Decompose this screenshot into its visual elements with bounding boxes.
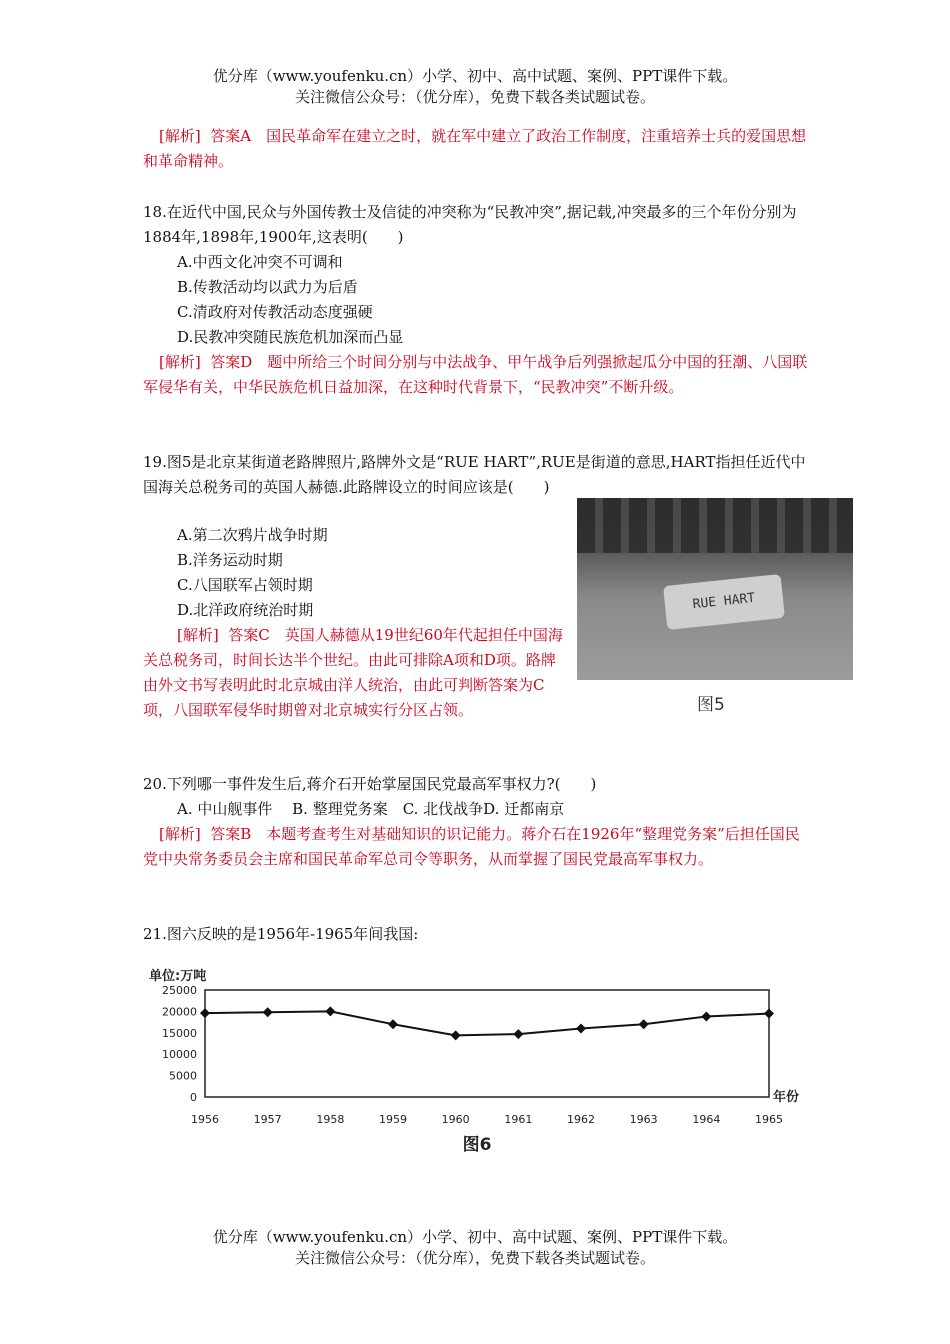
analysis-tag: [解析] bbox=[159, 353, 201, 371]
y-tick-label: 15000 bbox=[162, 1026, 197, 1040]
data-point bbox=[263, 1007, 273, 1017]
data-point bbox=[513, 1029, 523, 1039]
analysis-text: 答案C 英国人赫德从19世纪60年代起担任中国海关总税务司，时间长达半个世纪。由此可排除A项和D项。路牌由外文书写表明此时北京城由洋人统治，由此可判断答案为C项，八国联军侵华时期曾对北京城实行分区占领。 bbox=[143, 626, 563, 719]
option-d: D.民教冲突随民族危机加深而凸显 bbox=[177, 328, 404, 346]
analysis-tag: [解析] bbox=[177, 626, 219, 644]
y-tick-label: 0 bbox=[190, 1091, 197, 1104]
data-point bbox=[388, 1019, 398, 1029]
q17-analysis bbox=[143, 124, 808, 174]
option-a: A.第二次鸦片战争时期 bbox=[177, 526, 328, 544]
x-tick-label: 1964 bbox=[692, 1113, 721, 1126]
page-footer bbox=[0, 1227, 950, 1269]
question-18 bbox=[143, 200, 808, 400]
footer-line-1: 优分库（www.youfenku.cn）小学、初中、高中试题、案例、PPT课件下载。 bbox=[212, 1228, 738, 1246]
data-point bbox=[325, 1006, 335, 1016]
q19-analysis bbox=[143, 623, 563, 723]
y-tick-label: 10000 bbox=[162, 1048, 197, 1062]
option-b: B.传教活动均以武力为后盾 bbox=[177, 278, 358, 296]
data-point bbox=[200, 1008, 210, 1018]
options-line: A. 中山舰事件 B. 整理党务案 C. 北伐战争D. 迁都南京 bbox=[177, 800, 565, 818]
analysis-tag: [解析] bbox=[159, 825, 201, 843]
x-tick-label: 1958 bbox=[316, 1113, 345, 1126]
roof-tiles bbox=[577, 498, 853, 553]
data-point bbox=[701, 1012, 711, 1022]
data-point bbox=[639, 1019, 649, 1029]
x-tick-label: 1957 bbox=[253, 1113, 282, 1126]
figure-5-caption: 图5 bbox=[697, 695, 725, 715]
street-sign-photo bbox=[577, 498, 853, 680]
x-axis-label: 年份 bbox=[773, 1090, 800, 1105]
question-stem: 21.图六反映的是1956年-1965年间我国: bbox=[143, 925, 419, 943]
question-19 bbox=[143, 450, 808, 500]
option-c: C.清政府对传教活动态度强硬 bbox=[177, 303, 373, 321]
header-line-1: 优分库（www.youfenku.cn）小学、初中、高中试题、案例、PPT课件下载。 bbox=[212, 67, 738, 85]
option-b: B.洋务运动时期 bbox=[177, 551, 283, 569]
option-a: A.中西文化冲突不可调和 bbox=[177, 253, 343, 271]
page-header bbox=[0, 66, 950, 108]
series-line bbox=[205, 1011, 769, 1035]
q19-body bbox=[143, 523, 563, 723]
x-tick-label: 1960 bbox=[441, 1113, 470, 1126]
analysis-text: 答案B 本题考查考生对基础知识的识记能力。蒋介石在1926年“整理党务案”后担任国民党中央常务委员会主席和国民革命军总司令等职务，从而掌握了国民党最高军事权力。 bbox=[143, 825, 800, 868]
y-tick-label: 20000 bbox=[162, 1005, 197, 1019]
x-tick-label: 1965 bbox=[755, 1113, 783, 1126]
data-point bbox=[764, 1009, 774, 1019]
x-tick-label: 1963 bbox=[629, 1113, 658, 1126]
unit-label: 单位:万吨 bbox=[149, 969, 207, 984]
x-tick-label: 1959 bbox=[379, 1113, 407, 1126]
analysis-text: 答案D 题中所给三个时间分别与中法战争、甲午战争后列强掀起瓜分中国的狂潮、八国联军侵华有关，中华民族危机日益加深，在这种时代背景下，“民教冲突”不断升级。 bbox=[143, 353, 808, 396]
question-stem: 19.图5是北京某街道老路牌照片,路牌外文是“RUE HART”,RUE是街道的意思,HART指担任近代中国海关总税务司的英国人赫德.此路牌设立的时间应该是( ) bbox=[143, 453, 806, 496]
q20-analysis bbox=[143, 822, 808, 872]
question-stem: 18.在近代中国,民众与外国传教士及信徒的冲突称为“民教冲突”,据记载,冲突最多的三个年份分别为1884年,1898年,1900年,这表明( ) bbox=[143, 203, 797, 246]
question-21 bbox=[143, 922, 808, 947]
analysis-text: 答案A 国民革命军在建立之时，就在军中建立了政治工作制度，注重培养士兵的爱国思想和革命精神。 bbox=[143, 127, 807, 170]
option-d: D.北洋政府统治时期 bbox=[177, 601, 314, 619]
x-tick-label: 1956 bbox=[191, 1113, 219, 1126]
header-line-2: 关注微信公众号：（优分库），免费下载各类试题试卷。 bbox=[294, 88, 655, 106]
y-tick-label: 5000 bbox=[169, 1069, 197, 1083]
q18-analysis bbox=[143, 350, 808, 400]
figure-6-caption: 图6 bbox=[462, 1135, 492, 1155]
analysis-tag: [解析] bbox=[159, 127, 201, 145]
figure-6-line-chart bbox=[143, 960, 808, 1160]
option-c: C.八国联军占领时期 bbox=[177, 576, 313, 594]
x-tick-label: 1962 bbox=[567, 1113, 595, 1126]
x-tick-label: 1961 bbox=[504, 1113, 533, 1126]
footer-line-2: 关注微信公众号：（优分库），免费下载各类试题试卷。 bbox=[294, 1249, 655, 1267]
y-tick-label: 25000 bbox=[162, 984, 197, 997]
question-stem: 20.下列哪一事件发生后,蒋介石开始掌屋国民党最高军事权力?( ) bbox=[143, 775, 597, 793]
data-point bbox=[576, 1024, 586, 1034]
question-20 bbox=[143, 772, 808, 872]
plot-frame bbox=[205, 990, 769, 1097]
data-point bbox=[451, 1030, 461, 1040]
street-sign: RUE HART bbox=[663, 574, 785, 630]
